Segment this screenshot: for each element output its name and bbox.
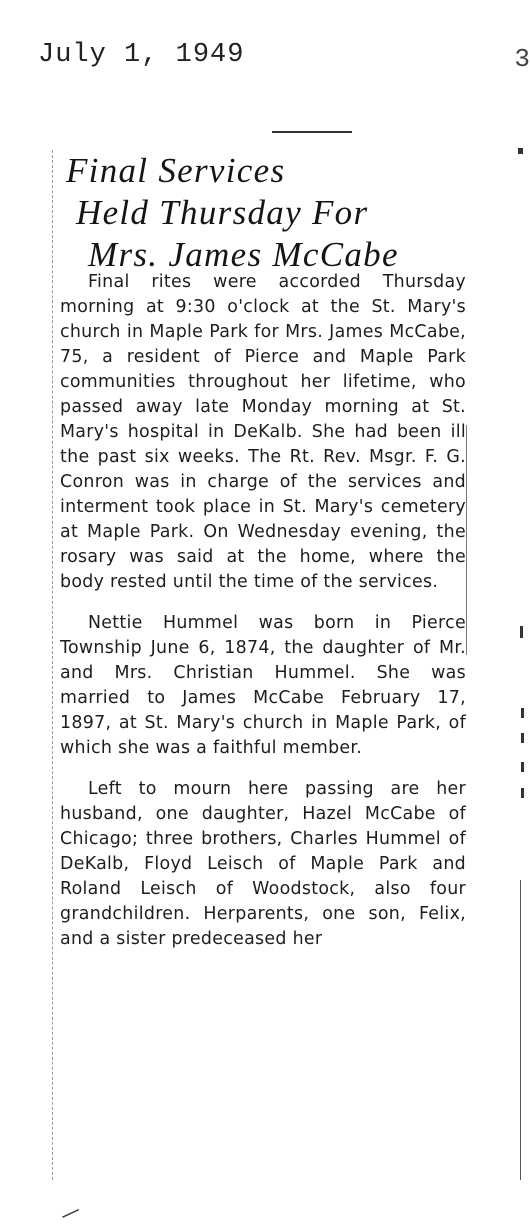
clipping-right-edge [466,425,467,655]
bottom-corner-mark: — [55,1196,85,1227]
headline-line-3: Mrs. James McCabe [88,235,399,274]
clipping-top-rule [272,131,352,133]
speck [520,626,523,638]
article-paragraph-3: Left to mourn here passing are her husband, one daughter, Hazel McCabe of Chicago; three brothers, Charles Hummel of DeKalb, Floyd Leisch of Maple Park and Roland Leisch of Woodstock, also four grandchildren. Herparents, one son, Felix, and a sister predeceased her [60,779,466,949]
speck [521,788,524,798]
article-paragraph-2: Nettie Hummel was born in Pierce Township June 6, 1874, the daughter of Mr. and Mrs. Christian Hummel. She was married to James McCabe February 17, 1897, at St. Mary's church in Maple Park, of which she was a faithful member. [60,613,466,758]
right-column-edge [520,880,521,1180]
right-column-specks [516,148,530,1208]
speck [521,708,524,718]
article-paragraph-1: Final rites were accorded Thursday morning at 9:30 o'clock at the St. Mary's church in Maple Park for Mrs. James McCabe, 75, a resident of Pierce and Maple Park communities throughout her lifetime, who passed away late Monday morning at St. Mary's hospital in DeKalb. She had been ill the past six weeks. The Rt. Rev. Msgr. F. G. Conron was in charge of the services and interment took place in St. Mary's cemetery at Maple Park. On Wednesday evening, the rosary was said at the home, where the body rested until the time of the services. [60,272,466,592]
speck [518,148,523,154]
headline-line-1: Final Services [66,151,286,190]
clipping-left-edge [52,150,53,1180]
article-body [60,270,466,968]
speck [521,762,524,772]
speck [521,733,524,743]
page-edge-glyph: 3 [514,44,530,74]
headline-line-2: Held Thursday For [76,193,369,232]
article-headline [60,150,470,276]
date-stamp: July 1, 1949 [38,40,245,70]
